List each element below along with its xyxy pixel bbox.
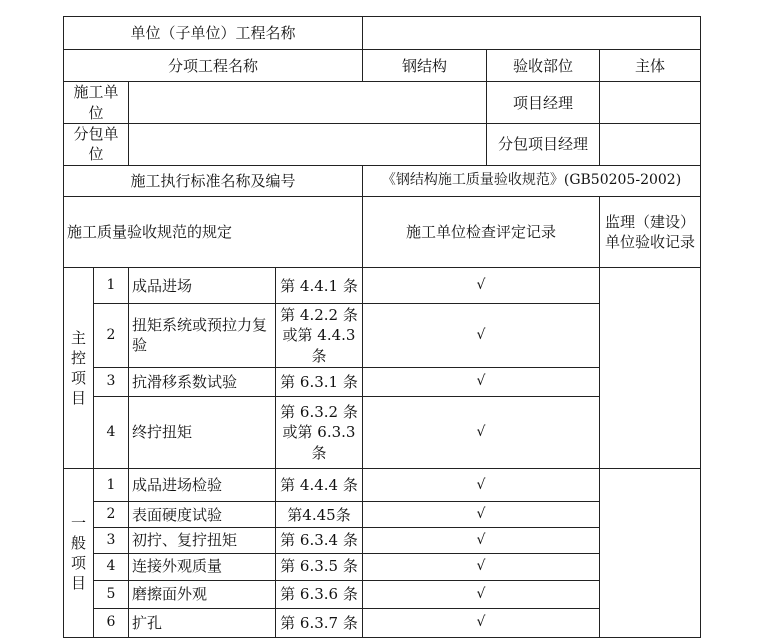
subcontract-unit-label: 分包单位 <box>64 123 129 165</box>
construction-unit-value[interactable] <box>129 82 487 124</box>
row-unit-project <box>64 17 701 50</box>
acceptance-record-table <box>63 16 701 638</box>
item-clause: 第 6.3.5 条 <box>276 553 363 580</box>
acceptance-part-label: 验收部位 <box>487 50 600 82</box>
item-clause: 第 6.3.7 条 <box>276 608 363 637</box>
item-clause: 第 6.3.1 条 <box>276 367 363 396</box>
item-name: 成品进场检验 <box>129 469 276 502</box>
inspection-column-header: 施工单位检查评定记录 <box>363 196 600 267</box>
item-number: 6 <box>94 608 129 637</box>
main-control-label: 主 控 项 目 <box>64 268 94 469</box>
unit-project-name-value[interactable] <box>363 17 701 50</box>
inspection-record[interactable]: √ <box>363 396 600 468</box>
table-row <box>64 469 701 502</box>
item-number: 4 <box>94 553 129 580</box>
inspection-record[interactable]: √ <box>363 469 600 502</box>
item-clause: 第 6.3.4 条 <box>276 528 363 553</box>
subcontract-manager-label: 分包项目经理 <box>487 123 600 165</box>
main-control-supervision-record[interactable] <box>600 268 701 469</box>
spec-column-header: 施工质量验收规范的规定 <box>64 196 363 267</box>
item-number: 2 <box>94 502 129 528</box>
item-number: 5 <box>94 580 129 608</box>
item-name: 成品进场 <box>129 268 276 304</box>
item-clause: 第 4.4.4 条 <box>276 469 363 502</box>
standard-value: 《钢结构施工质量验收规范》(GB50205-2002) <box>363 165 701 196</box>
item-clause: 第 6.3.2 条或第 6.3.3 条 <box>276 396 363 468</box>
project-manager-label: 项目经理 <box>487 82 600 124</box>
row-subcontract-unit <box>64 123 701 165</box>
supervision-column-header: 监理（建设）单位验收记录 <box>600 196 701 267</box>
sub-project-name-value[interactable]: 钢结构 <box>363 50 487 82</box>
item-clause: 第 4.4.1 条 <box>276 268 363 304</box>
item-name: 表面硬度试验 <box>129 502 276 528</box>
general-supervision-record[interactable] <box>600 469 701 638</box>
acceptance-part-value[interactable]: 主体 <box>600 50 701 82</box>
row-sub-project <box>64 50 701 82</box>
project-manager-value[interactable] <box>600 82 701 124</box>
table-row <box>64 268 701 304</box>
item-number: 3 <box>94 367 129 396</box>
item-name: 扭矩系统或预拉力复验 <box>129 304 276 367</box>
item-clause: 第4.45条 <box>276 502 363 528</box>
unit-project-name-label: 单位（子单位）工程名称 <box>64 17 363 50</box>
sub-project-name-label: 分项工程名称 <box>64 50 363 82</box>
inspection-record[interactable]: √ <box>363 304 600 367</box>
inspection-record[interactable]: √ <box>363 580 600 608</box>
item-name: 连接外观质量 <box>129 553 276 580</box>
item-name: 抗滑移系数试验 <box>129 367 276 396</box>
item-clause: 第 6.3.6 条 <box>276 580 363 608</box>
item-clause: 第 4.2.2 条或第 4.4.3 条 <box>276 304 363 367</box>
item-name: 终拧扭矩 <box>129 396 276 468</box>
general-items-label: 一 般 项 目 <box>64 469 94 638</box>
item-number: 2 <box>94 304 129 367</box>
row-construction-unit <box>64 82 701 124</box>
item-number: 1 <box>94 268 129 304</box>
standard-label: 施工执行标准名称及编号 <box>64 165 363 196</box>
item-number: 3 <box>94 528 129 553</box>
item-number: 4 <box>94 396 129 468</box>
row-standard <box>64 165 701 196</box>
item-number: 1 <box>94 469 129 502</box>
subcontract-manager-value[interactable] <box>600 123 701 165</box>
item-name: 初拧、复拧扭矩 <box>129 528 276 553</box>
inspection-record[interactable]: √ <box>363 528 600 553</box>
inspection-record[interactable]: √ <box>363 553 600 580</box>
inspection-record[interactable]: √ <box>363 502 600 528</box>
inspection-record[interactable]: √ <box>363 367 600 396</box>
inspection-record[interactable]: √ <box>363 608 600 637</box>
item-name: 磨擦面外观 <box>129 580 276 608</box>
item-name: 扩孔 <box>129 608 276 637</box>
row-column-headers <box>64 196 701 267</box>
subcontract-unit-value[interactable] <box>129 123 487 165</box>
construction-unit-label: 施工单位 <box>64 82 129 124</box>
inspection-record[interactable]: √ <box>363 268 600 304</box>
